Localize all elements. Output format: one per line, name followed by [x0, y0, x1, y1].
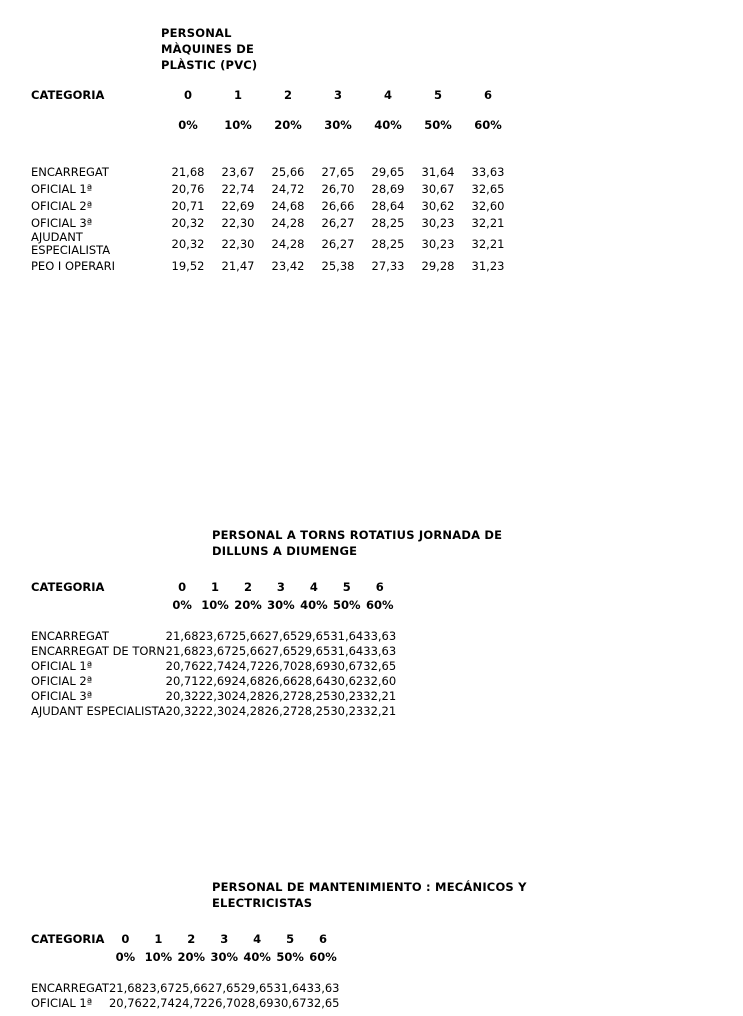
row-value: 19,52	[171, 258, 205, 273]
column-header-pct-1: 10%	[224, 118, 252, 132]
row-value: 32,21	[363, 703, 397, 718]
column-header-level-1: 1	[211, 580, 220, 594]
table-row	[31, 214, 513, 231]
row-category-line2: ESPECIALISTA	[31, 243, 111, 257]
row-value: 29,28	[421, 258, 455, 273]
table-row	[31, 154, 513, 180]
section-title-line: MÀQUINES DE	[161, 42, 255, 56]
table-row	[31, 703, 396, 718]
row-value: 26,70	[321, 181, 355, 196]
row-value: 26,27	[321, 237, 355, 251]
section-title-line: DILLUNS A DIUMENGE	[212, 544, 358, 558]
column-header-pct-6: 60%	[309, 950, 337, 964]
column-header-pct-5: 50%	[276, 950, 304, 964]
row-category	[31, 231, 163, 257]
column-header-pct-4: 40%	[243, 950, 271, 964]
row-value: 22,30	[198, 688, 232, 703]
column-header-level-2: 2	[243, 580, 252, 594]
row-value: 24,72	[231, 658, 265, 673]
row-value: 29,65	[240, 980, 274, 995]
row-value: 20,32	[171, 215, 205, 230]
column-header-blank	[31, 110, 163, 154]
row-value: 27,33	[371, 258, 405, 273]
row-value: 30,67	[421, 181, 455, 196]
column-header-pct-2: 20%	[274, 118, 302, 132]
column-header-pct-4: 40%	[374, 118, 402, 132]
row-value: 24,68	[271, 198, 305, 213]
row-value: 28,25	[371, 215, 405, 230]
row-category: ENCARREGAT	[31, 980, 109, 995]
row-category: OFICIAL 1ª	[31, 658, 93, 673]
row-value: 31,64	[330, 628, 364, 643]
table-row	[31, 257, 513, 274]
row-value: 24,28	[231, 688, 265, 703]
row-value: 27,65	[264, 643, 298, 658]
row-value: 30,62	[421, 198, 455, 213]
row-value: 27,65	[207, 980, 241, 995]
row-value: 26,66	[264, 673, 298, 688]
row-value: 30,23	[421, 237, 455, 251]
column-header-pct-4: 40%	[300, 598, 328, 612]
row-value: 29,65	[371, 164, 405, 179]
section-title-line: PERSONAL A TORNS ROTATIUS JORNADA DE	[212, 528, 503, 542]
column-header-pct-0: 0%	[115, 950, 136, 964]
row-category: OFICIAL 1ª	[31, 995, 93, 1010]
table-row	[31, 197, 513, 214]
row-value: 32,65	[471, 181, 505, 196]
table-row	[31, 618, 396, 643]
table-header-row-percents	[31, 110, 513, 154]
row-value: 33,63	[363, 643, 397, 658]
column-header-pct-5: 50%	[424, 118, 452, 132]
row-value: 25,66	[271, 164, 305, 179]
row-category: PEO I OPERARI	[31, 258, 115, 273]
column-header-pct-3: 30%	[267, 598, 295, 612]
column-header-pct-3: 30%	[210, 950, 238, 964]
table-header-row-levels	[31, 580, 396, 598]
row-value: 24,28	[271, 215, 305, 230]
row-value: 22,69	[198, 673, 232, 688]
row-value: 32,65	[306, 995, 340, 1010]
column-header-blank	[31, 598, 166, 618]
row-value: 22,74	[198, 658, 232, 673]
row-value: 27,65	[264, 628, 298, 643]
row-category: ENCARREGAT	[31, 628, 109, 643]
table-row	[31, 688, 396, 703]
row-value: 26,27	[264, 703, 298, 718]
row-value: 28,64	[297, 673, 331, 688]
row-value: 25,66	[231, 628, 265, 643]
row-value: 33,63	[306, 980, 340, 995]
row-value: 21,68	[165, 643, 199, 658]
row-value: 24,72	[174, 995, 208, 1010]
row-value: 28,25	[371, 237, 405, 251]
column-header-pct-2: 20%	[177, 950, 206, 964]
row-value: 29,65	[297, 643, 331, 658]
column-header-level-0: 0	[121, 932, 130, 946]
column-header-pct-3: 30%	[324, 118, 352, 132]
section-title-line: PERSONAL DE MANTENIMIENTO : MECÁNICOS Y	[212, 880, 527, 894]
row-value: 29,65	[297, 628, 331, 643]
row-value: 30,23	[330, 703, 364, 718]
row-value: 31,64	[273, 980, 307, 995]
row-value: 26,27	[321, 215, 355, 230]
row-value: 23,67	[198, 643, 232, 658]
row-value: 20,32	[171, 237, 205, 251]
row-value: 23,67	[141, 980, 175, 995]
section-title	[212, 879, 572, 911]
row-value: 21,68	[171, 164, 205, 179]
row-category: OFICIAL 3ª	[31, 688, 93, 703]
section-title-line: PERSONAL	[161, 26, 232, 40]
table-row	[31, 970, 340, 995]
row-value: 26,70	[207, 995, 241, 1010]
row-value: 33,63	[363, 628, 397, 643]
row-value: 30,23	[330, 688, 364, 703]
table-row	[31, 673, 396, 688]
table-row	[31, 643, 396, 658]
row-value: 28,69	[297, 658, 331, 673]
row-value: 20,32	[165, 688, 199, 703]
row-value: 32,60	[471, 198, 505, 213]
table-header-row-levels	[31, 88, 513, 110]
row-value: 22,30	[198, 703, 232, 718]
row-value: 21,68	[108, 980, 142, 995]
row-value: 22,74	[221, 181, 255, 196]
row-value: 20,71	[171, 198, 205, 213]
row-value: 31,23	[471, 258, 505, 273]
column-header-level-3: 3	[333, 88, 342, 102]
salary-table	[31, 580, 396, 718]
row-value: 32,21	[363, 688, 397, 703]
row-value: 24,68	[231, 673, 265, 688]
column-header-level-2: 2	[283, 88, 292, 102]
row-value: 24,28	[231, 703, 265, 718]
column-header-level-4: 4	[253, 932, 262, 946]
column-header-categoria: CATEGORIA	[31, 88, 105, 102]
column-header-level-1: 1	[233, 88, 242, 102]
salary-table	[31, 88, 513, 274]
row-value: 31,64	[421, 164, 455, 179]
row-value: 28,64	[371, 198, 405, 213]
table-row	[31, 180, 513, 197]
row-value: 28,25	[297, 703, 331, 718]
row-category: OFICIAL 3ª	[31, 215, 93, 230]
row-value: 20,76	[108, 995, 142, 1010]
row-value: 33,63	[471, 164, 505, 179]
table-row	[31, 231, 513, 257]
row-category: ENCARREGAT	[31, 164, 109, 179]
table-header-row-percents	[31, 950, 340, 970]
column-header-level-6: 6	[375, 580, 384, 594]
row-value: 30,67	[330, 658, 364, 673]
row-value: 21,68	[165, 628, 199, 643]
column-header-level-3: 3	[220, 932, 229, 946]
column-header-pct-0: 0%	[178, 118, 198, 132]
section-title-line: ELECTRICISTAS	[212, 896, 313, 910]
row-value: 28,69	[371, 181, 405, 196]
row-value: 30,67	[273, 995, 307, 1010]
row-value: 21,47	[221, 258, 255, 273]
column-header-pct-5: 50%	[333, 598, 361, 612]
column-header-categoria: CATEGORIA	[31, 580, 105, 594]
row-category-line1: AJUDANT	[31, 230, 83, 244]
table-row	[31, 658, 396, 673]
row-value: 31,64	[330, 643, 364, 658]
table-header-row-percents	[31, 598, 396, 618]
row-value: 32,65	[363, 658, 397, 673]
column-header-categoria: CATEGORIA	[31, 932, 105, 946]
row-value: 23,67	[221, 164, 255, 179]
row-value: 24,28	[271, 237, 305, 251]
column-header-blank	[31, 950, 109, 970]
row-value: 22,74	[141, 995, 175, 1010]
row-value: 30,23	[421, 215, 455, 230]
row-value: 26,27	[264, 688, 298, 703]
column-header-pct-6: 60%	[474, 118, 502, 132]
row-category: OFICIAL 1ª	[31, 181, 93, 196]
table-header-row-levels	[31, 932, 340, 950]
column-header-pct-2: 20%	[234, 598, 262, 612]
row-value: 23,67	[198, 628, 232, 643]
row-value: 22,30	[221, 215, 255, 230]
row-value: 22,30	[221, 237, 255, 251]
row-value: 26,70	[264, 658, 298, 673]
row-category: AJUDANT ESPECIALISTA	[31, 703, 166, 718]
row-value: 32,21	[471, 215, 505, 230]
column-header-level-4: 4	[383, 88, 392, 102]
row-value: 28,69	[240, 995, 274, 1010]
column-header-pct-6: 60%	[365, 598, 394, 612]
salary-table	[31, 932, 340, 1010]
row-value: 25,38	[321, 258, 355, 273]
row-category: OFICIAL 2ª	[31, 198, 93, 213]
row-value: 32,21	[471, 237, 505, 251]
column-header-level-0: 0	[183, 88, 192, 102]
row-value: 27,65	[321, 164, 355, 179]
column-header-pct-0: 0%	[172, 598, 192, 612]
row-value: 30,62	[330, 673, 364, 688]
row-value: 20,32	[165, 703, 199, 718]
row-value: 32,60	[363, 673, 397, 688]
column-header-level-6: 6	[483, 88, 492, 102]
row-value: 25,66	[174, 980, 208, 995]
row-value: 20,71	[165, 673, 199, 688]
column-header-level-6: 6	[319, 932, 328, 946]
row-category: ENCARREGAT DE TORN	[31, 643, 166, 658]
section-title	[212, 527, 562, 559]
section-title-line: PLÀSTIC (PVC)	[161, 58, 258, 72]
column-header-pct-1: 10%	[144, 950, 173, 964]
row-value: 24,72	[271, 181, 305, 196]
column-header-level-5: 5	[286, 932, 295, 946]
column-header-pct-1: 10%	[201, 598, 229, 612]
row-value: 26,66	[321, 198, 355, 213]
row-value: 20,76	[165, 658, 199, 673]
row-value: 20,76	[171, 181, 205, 196]
row-value: 23,42	[271, 258, 305, 273]
column-header-level-0: 0	[178, 580, 187, 594]
row-category: OFICIAL 2ª	[31, 673, 93, 688]
table-row	[31, 995, 340, 1010]
column-header-level-2: 2	[187, 932, 196, 946]
column-header-level-5: 5	[342, 580, 351, 594]
column-header-level-4: 4	[309, 580, 318, 594]
section-title	[161, 25, 421, 73]
row-value: 28,25	[297, 688, 331, 703]
row-value: 25,66	[231, 643, 265, 658]
column-header-level-3: 3	[276, 580, 285, 594]
column-header-level-5: 5	[433, 88, 442, 102]
column-header-level-1: 1	[154, 932, 163, 946]
row-value: 22,69	[221, 198, 255, 213]
